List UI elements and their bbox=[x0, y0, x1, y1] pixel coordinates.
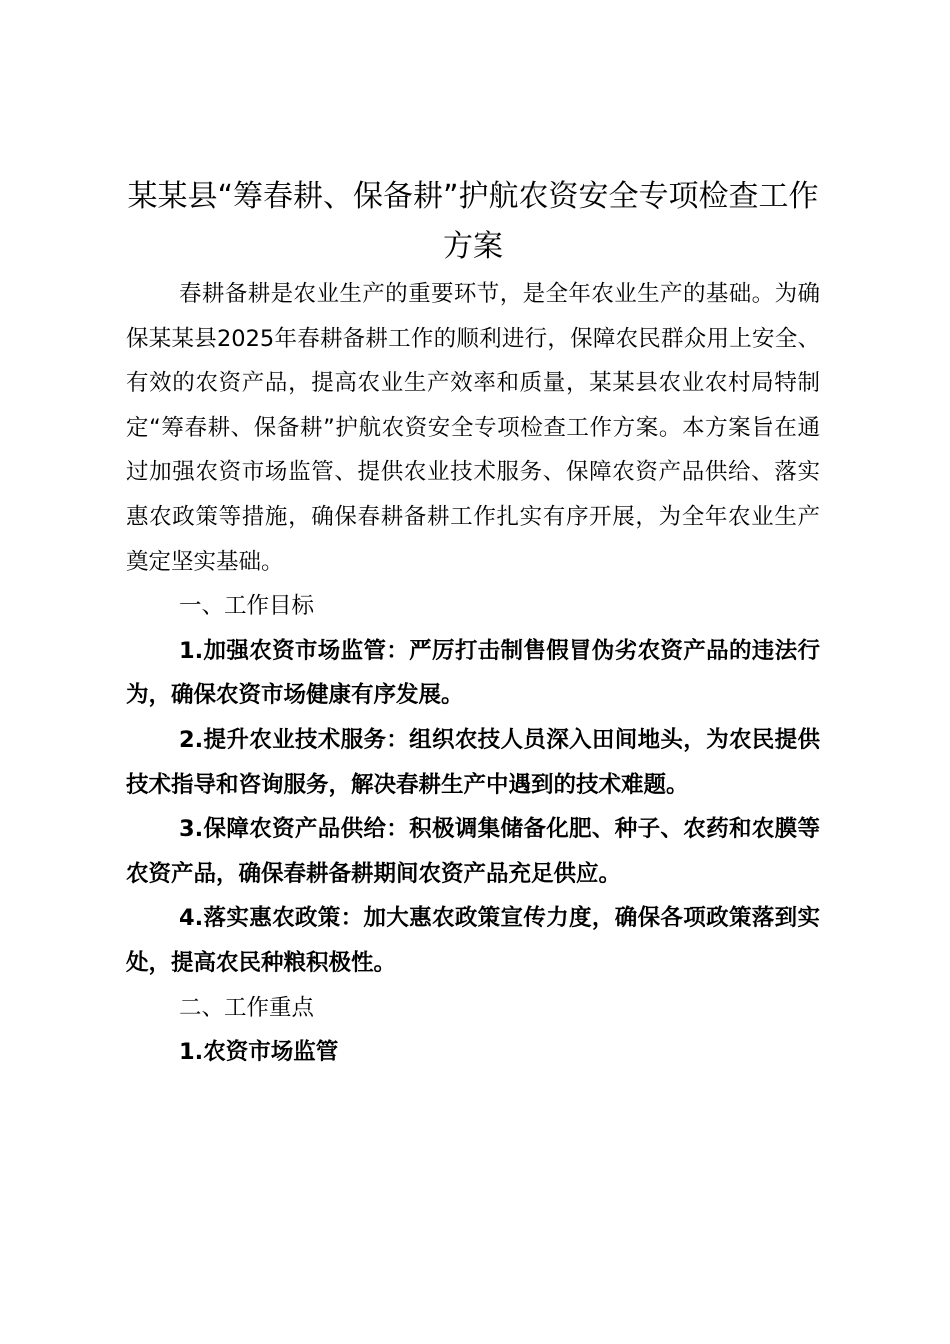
section-heading-focus: 二、工作重点 bbox=[179, 994, 315, 1021]
goal-item: 4.落实惠农政策：加大惠农政策宣传力度，确保各项政策落到实处，提高农民种粮积极性。 bbox=[126, 905, 820, 976]
goal-item: 2.提升农业技术服务：组织农技人员深入田间地头，为农民提供技术指导和咨询服务，解决春耕生产中遇到的技术难题。 bbox=[126, 726, 820, 798]
goal-item: 1.加强农资市场监管：严厉打击制售假冒伪劣农资产品的违法行为，确保农资市场健康有序发展。 bbox=[126, 637, 820, 709]
intro-paragraph: 春耕备耕是农业生产的重要环节，是全年农业生产的基础。为确保某某县2025年春耕备耕工作的顺利进行，保障农民群众用上安全、有效的农资产品，提高农业生产效率和质量，某某县农业农村局特制定“筹春耕、保备耕”护航农资安全专项检查工作方案。本方案旨在通过加强农资市场监管、提供农业技术服务、保障农资产品供给、落实惠农政策等措施，确保春耕备耕工作扎实有序开展，为全年农业生产奠定坚实基础。 bbox=[126, 281, 820, 575]
focus-item: 1.农资市场监管 bbox=[179, 1039, 339, 1066]
section-heading-goals: 一、工作目标 bbox=[179, 593, 315, 620]
goal-item: 3.保障农资产品供给：积极调集储备化肥、种子、农药和农膜等农资产品，确保春耕备耕期间农资产品充足供应。 bbox=[126, 816, 820, 887]
document-title: 某某县“筹春耕、保备耕”护航农资安全专项检查工作方案 bbox=[127, 179, 819, 264]
document-page bbox=[126, 172, 820, 1075]
